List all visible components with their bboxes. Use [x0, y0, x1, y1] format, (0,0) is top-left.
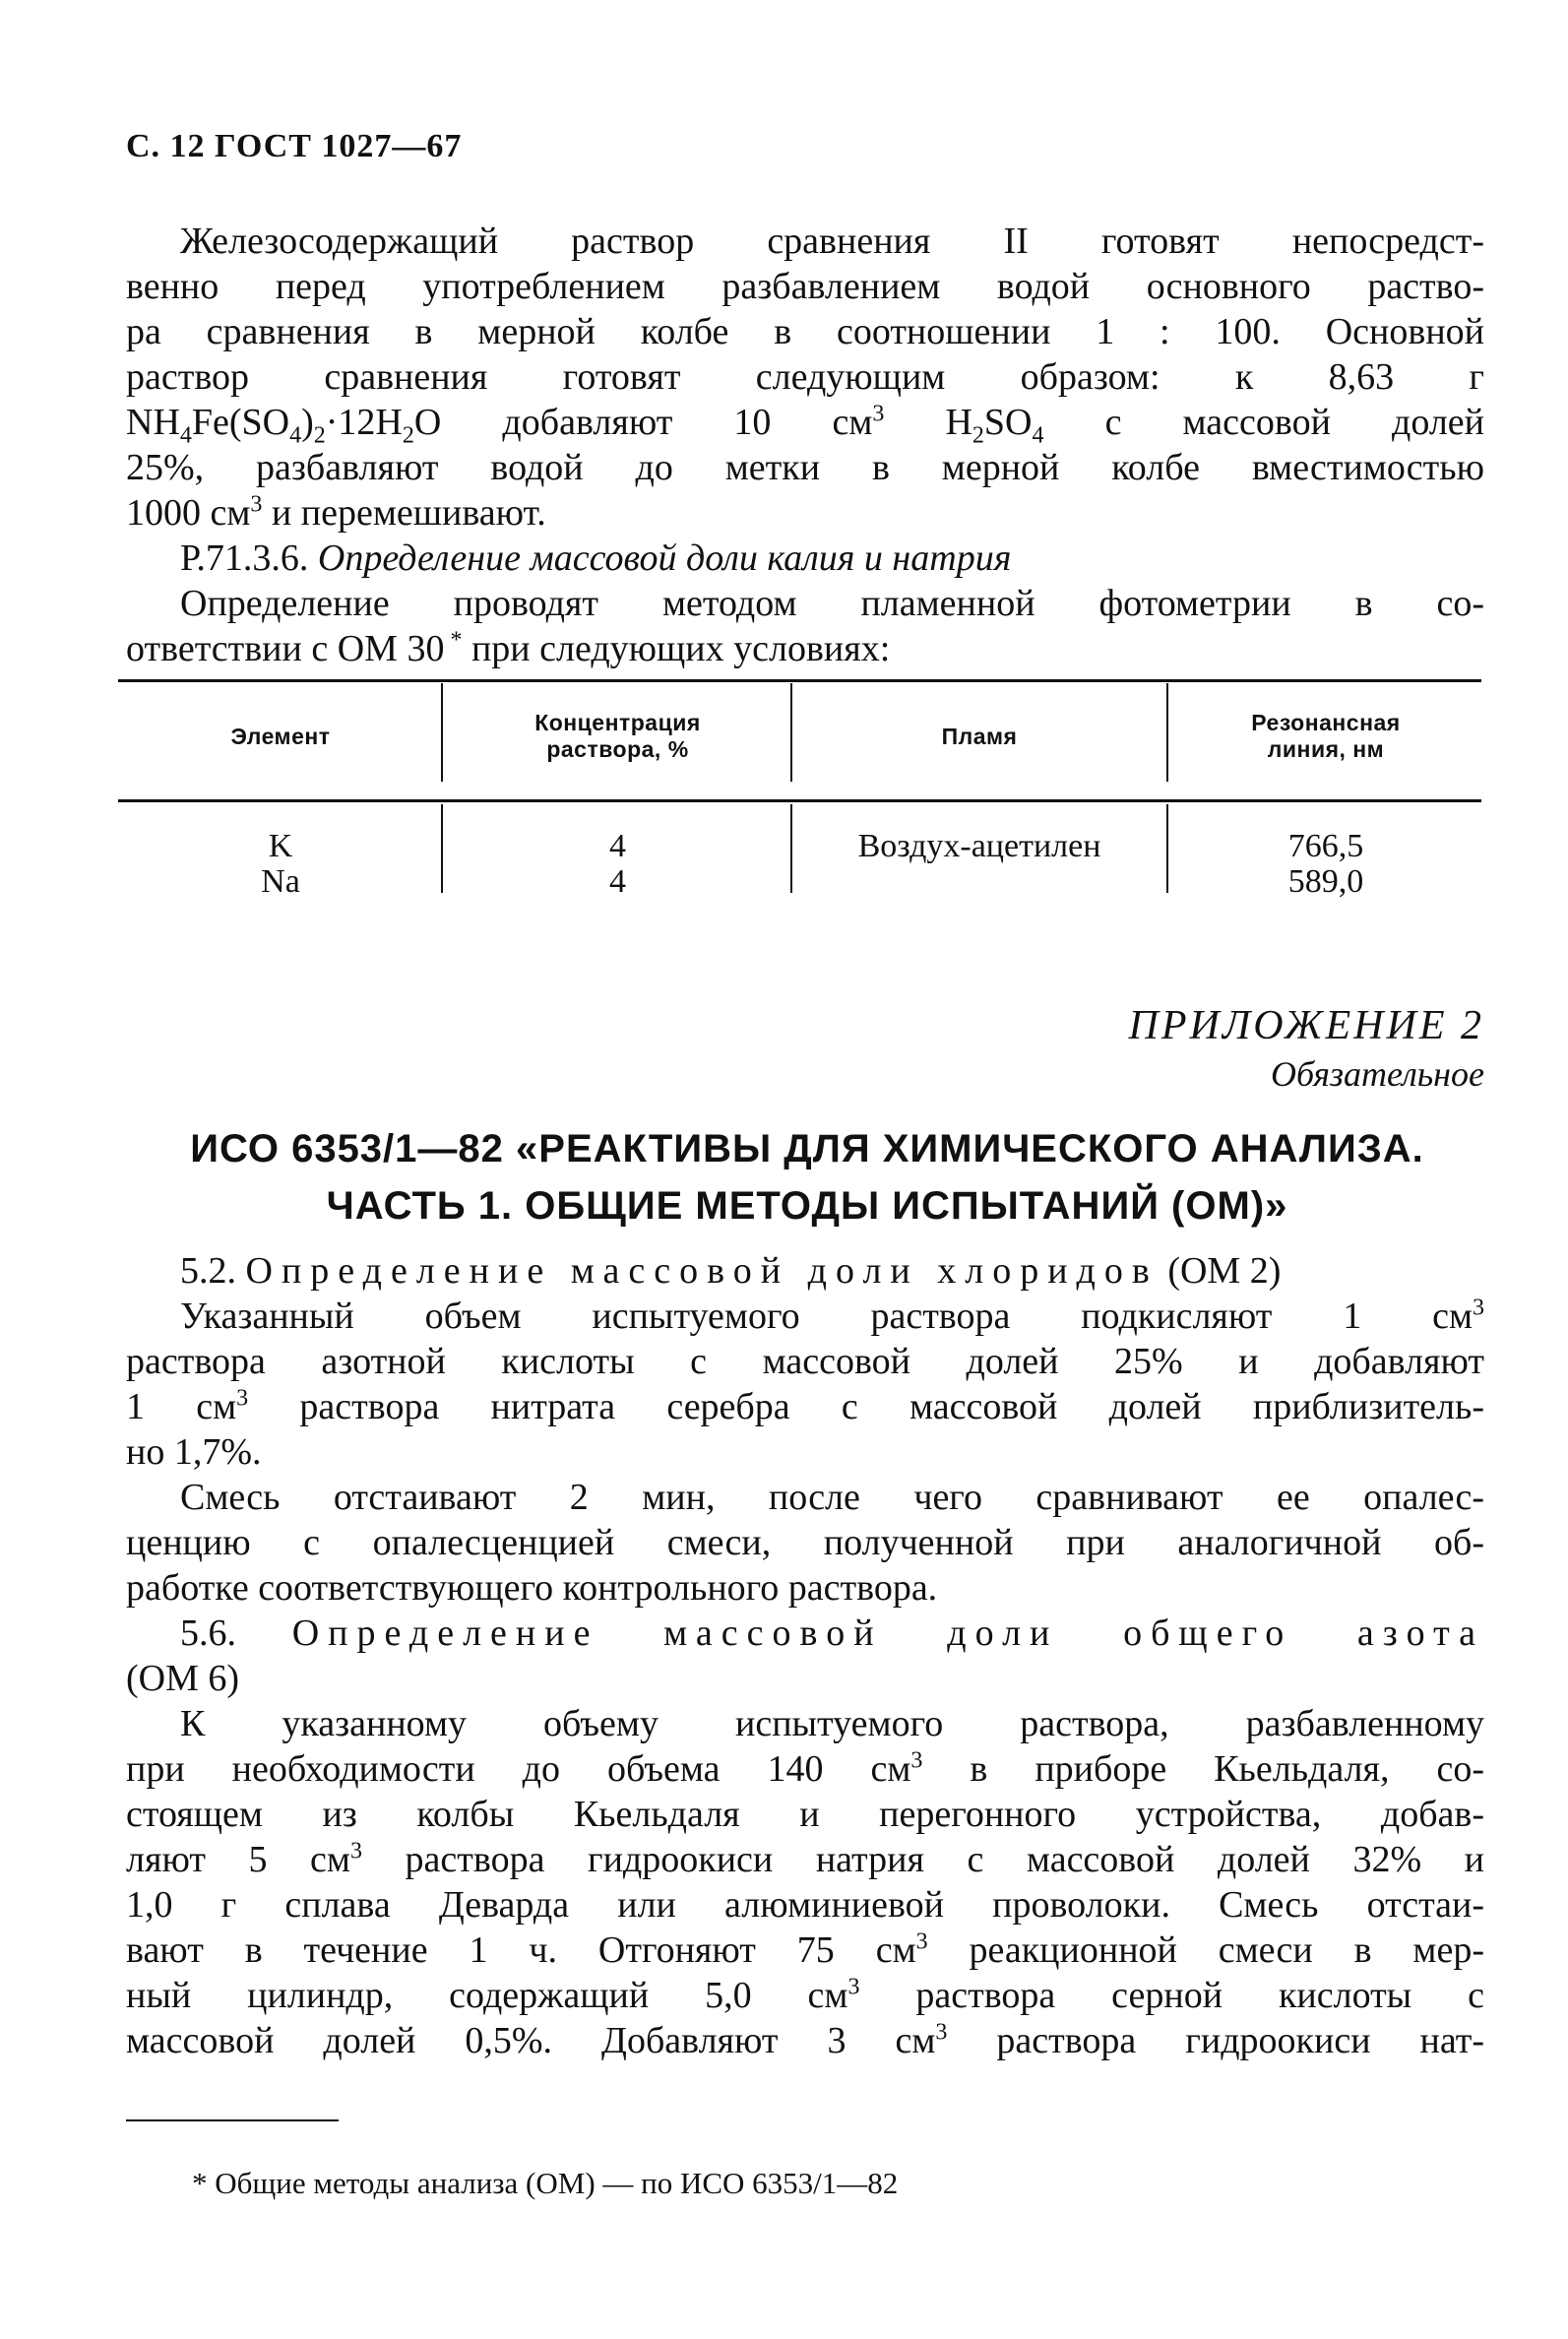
- superscript: 3: [1473, 1295, 1484, 1321]
- paragraph-line: [126, 1973, 1484, 2018]
- paragraph-line: [126, 1384, 1484, 1429]
- subscript: 4: [1032, 422, 1044, 449]
- text: при необходимости до объема 140 см: [126, 1748, 911, 1790]
- formula: [126, 401, 1484, 449]
- superscript: 3: [349, 1838, 362, 1865]
- text: Железосодержащий раствор сравнения II готовят непосредст-: [180, 221, 1484, 262]
- table-cell: K: [268, 828, 293, 864]
- table-cell: Na: [261, 863, 300, 900]
- text: венно перед употреблением разбавлением водой основного раство-: [126, 266, 1484, 307]
- text: раствора азотной кислоты с массовой долей 25% и добавляют: [126, 1341, 1484, 1382]
- paragraph-line: [126, 1701, 1484, 1746]
- paragraph-line: [126, 1882, 1484, 1928]
- section-title: Определение массовой доли хлоридов: [245, 1250, 1159, 1292]
- superscript: 3: [250, 491, 263, 518]
- superscript: 3: [935, 2019, 948, 2046]
- section-title: Определение массовой доли общего азота: [291, 1612, 1485, 1654]
- appendix-title: [98, 1120, 1516, 1234]
- header-line: [1173, 710, 1478, 763]
- section-title: Определение массовой доли калия и натрия: [317, 537, 1012, 579]
- text: с массовой долей: [1043, 402, 1484, 443]
- column-divider: [1166, 683, 1168, 782]
- superscript: 3: [236, 1385, 249, 1412]
- text: ляют 5 см: [126, 1839, 350, 1880]
- footnote-marker: *: [192, 2166, 208, 2200]
- text: раствора гидроокиси нат-: [947, 2020, 1485, 2061]
- table-cell: 4: [609, 863, 626, 900]
- text: и перемешивают.: [262, 492, 546, 534]
- table-header-rule: [118, 799, 1481, 802]
- text: ценцию с опалесценцией смеси, полученной при аналогичной об-: [126, 1522, 1484, 1563]
- paragraph-line: [126, 490, 1484, 536]
- footnote-marker: *: [444, 627, 463, 654]
- text: раствора серной кислоты с: [859, 1975, 1484, 2016]
- text: К указанному объему испытуемого раствора, разбавленному: [180, 1703, 1484, 1744]
- paragraph-line: [126, 445, 1484, 490]
- superscript: 3: [872, 401, 885, 427]
- column-divider: [441, 804, 443, 893]
- paragraph-line: [126, 2018, 1484, 2063]
- column-divider: [1166, 804, 1168, 893]
- paragraph-line: [126, 1746, 1484, 1792]
- paragraph-line: [126, 1792, 1484, 1837]
- subscript: 4: [289, 422, 302, 449]
- footnote-rule: [126, 2119, 339, 2121]
- text: в приборе Кьельдаля, со-: [922, 1748, 1484, 1790]
- text: ответствии с ОМ 30: [126, 628, 445, 669]
- text: ный цилиндр, содержащий 5,0 см: [126, 1975, 848, 2016]
- header-flame: Пламя: [941, 724, 1018, 749]
- text: раствора, %: [546, 736, 689, 762]
- paragraph-line: [126, 309, 1484, 354]
- footnote-text: Общие методы анализа (ОМ) — по ИСО 6353/1—82: [207, 2166, 899, 2200]
- paragraph-line: [126, 1565, 1484, 1611]
- table-cell: 4: [609, 828, 626, 864]
- text: 25%, разбавляют водой до метки в мерной колбе вместимостью: [126, 447, 1484, 488]
- column-divider: [441, 683, 443, 782]
- paragraph-line: [126, 354, 1484, 400]
- subscript: 2: [402, 422, 414, 449]
- text: Определение проводят методом пламенной фотометрии в со-: [180, 583, 1484, 624]
- text: массовой долей 0,5%. Добавляют 3 см: [126, 2020, 936, 2061]
- table-cell: 766,5: [1287, 828, 1364, 864]
- text: Fe(SO: [191, 402, 290, 443]
- superscript: 3: [847, 1974, 860, 2000]
- column-divider: [790, 683, 792, 782]
- appendix-status: Обязательное: [1271, 1054, 1484, 1094]
- header-element: Элемент: [230, 724, 331, 749]
- section-number: 5.6.: [180, 1612, 236, 1654]
- text: ИСО 6353/1—82 «РЕАКТИВЫ ДЛЯ ХИМИЧЕСКОГО АНАЛИЗА.: [190, 1127, 1424, 1170]
- table-cell: Воздух-ацетилен: [857, 828, 1101, 864]
- text: 1000 см: [126, 492, 251, 534]
- table-top-rule: [118, 679, 1481, 682]
- text: реакционной смеси в мер-: [927, 1929, 1485, 1971]
- text: SO: [983, 402, 1033, 443]
- paragraph-line: [126, 219, 1484, 264]
- text: H: [884, 402, 972, 443]
- text: ра сравнения в мерной колбе в соотношении 1 : 100. Основной: [126, 311, 1484, 352]
- text: Концентрация: [534, 710, 701, 735]
- text: Смесь отстаивают 2 мин, после чего сравнивают ее опалес-: [180, 1477, 1484, 1518]
- appendix-label: ПРИЛОЖЕНИЕ 2: [1128, 1003, 1484, 1048]
- header-concentration: [448, 710, 787, 763]
- text: Резонансная: [1251, 710, 1401, 735]
- text: ·12H: [325, 402, 403, 443]
- text: вают в течение 1 ч. Отгоняют 75 см: [126, 1929, 916, 1971]
- section-heading: [126, 1611, 1484, 1656]
- paragraph-line: [126, 1475, 1484, 1520]
- section-ref: (ОМ 2): [1167, 1250, 1282, 1292]
- text: 1 см: [126, 1386, 237, 1427]
- paragraph-line: [126, 1928, 1484, 1973]
- paragraph-line: [126, 581, 1484, 626]
- text: ЧАСТЬ 1. ОБЩИЕ МЕТОДЫ ИСПЫТАНИЙ (ОМ)»: [326, 1184, 1288, 1228]
- text: O добавляют 10 см: [413, 402, 873, 443]
- superscript: 3: [915, 1928, 928, 1955]
- paragraph-line: [126, 400, 1484, 449]
- paragraph-line: [126, 1520, 1484, 1565]
- footnote: [192, 2166, 898, 2201]
- text: стоящем из колбы Кьельдаля и перегонного устройства, добав-: [126, 1794, 1484, 1835]
- text: ): [301, 402, 314, 443]
- text: Указанный объем испытуемого раствора подкисляют 1 см: [180, 1296, 1473, 1337]
- table-cell: 589,0: [1287, 863, 1364, 900]
- paragraph-line: [126, 626, 1484, 671]
- paragraph-line: [126, 1339, 1484, 1384]
- paragraph-line: [126, 1837, 1484, 1882]
- text: 1,0 г сплава Деварда или алюминиевой проволоки. Смесь отстаи-: [126, 1884, 1484, 1926]
- subscript: 2: [313, 422, 326, 449]
- text: линия, нм: [1267, 736, 1385, 762]
- section-heading: [126, 536, 1484, 581]
- text: но 1,7%.: [126, 1431, 262, 1473]
- section-heading: [126, 1248, 1484, 1294]
- section-ref: (ОМ 6): [126, 1658, 240, 1699]
- text: раствора нитрата серебра с массовой долей приблизитель-: [248, 1386, 1484, 1427]
- paragraph-line: [126, 1294, 1484, 1339]
- subscript: 4: [179, 422, 192, 449]
- text: при следующих условиях:: [462, 628, 891, 669]
- superscript: 3: [910, 1747, 923, 1774]
- text: раствора гидроокиси натрия с массовой долей 32% и: [361, 1839, 1484, 1880]
- section-number: Р.71.3.6.: [180, 537, 309, 579]
- subscript: 2: [972, 422, 984, 449]
- section-ref-line: [126, 1656, 1484, 1701]
- text: раствор сравнения готовят следующим образом: к 8,63 г: [126, 356, 1484, 398]
- text: работке соответствующего контрольного раствора.: [126, 1567, 938, 1609]
- page-header: С. 12 ГОСТ 1027—67: [126, 128, 463, 164]
- paragraph-line: [126, 264, 1484, 309]
- column-divider: [790, 804, 792, 893]
- section-number: 5.2.: [180, 1250, 236, 1292]
- text: NH: [126, 402, 180, 443]
- paragraph-line: [126, 1429, 1484, 1475]
